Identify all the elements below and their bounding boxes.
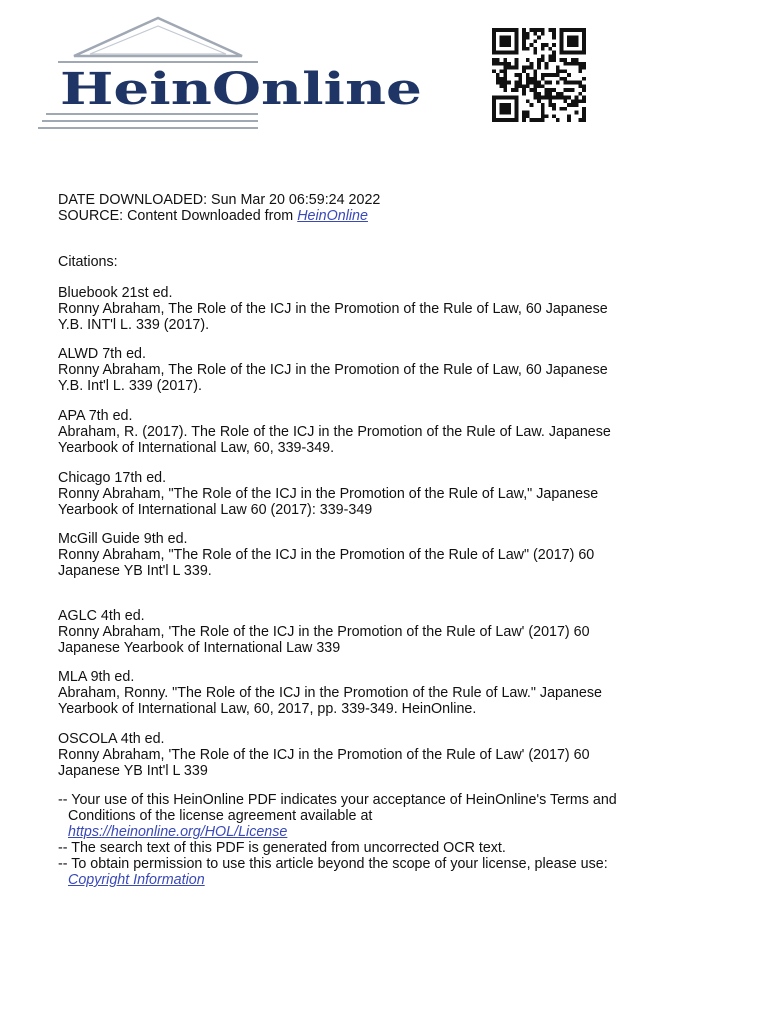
copyright-link[interactable]: Copyright Information <box>68 872 205 888</box>
notice-line: -- To obtain permission to use this article beyond the scope of your license, please use: <box>58 856 608 872</box>
citation-text: Yearbook of International Law, 60, 2017, pp. 339-349. HeinOnline. <box>58 701 477 717</box>
citation-text: Abraham, Ronny. "The Role of the ICJ in the Promotion of the Rule of Law." Japanese <box>58 685 602 701</box>
citation-text: Y.B. INT'l L. 339 (2017). <box>58 317 210 333</box>
citation-style: MLA 9th ed. <box>58 669 135 685</box>
citation-text: Y.B. Int'l L. 339 (2017). <box>58 378 202 394</box>
citation-text: Yearbook of International Law, 60, 339-349. <box>58 440 335 456</box>
citation-text: Ronny Abraham, The Role of the ICJ in the Promotion of the Rule of Law, 60 Japanese <box>58 301 608 317</box>
heinonline-link[interactable]: HeinOnline <box>297 208 368 224</box>
citation-text: Japanese YB Int'l L 339 <box>58 763 208 779</box>
citation-style: McGill Guide 9th ed. <box>58 531 188 547</box>
notice-line: Conditions of the license agreement available at <box>68 808 373 824</box>
source-line <box>58 208 698 224</box>
citation-text: Yearbook of International Law 60 (2017): 339-349 <box>58 502 373 518</box>
date-downloaded: DATE DOWNLOADED: Sun Mar 20 06:59:24 2022 <box>58 192 381 208</box>
citation-text: Ronny Abraham, 'The Role of the ICJ in the Promotion of the Rule of Law' (2017) 60 <box>58 747 590 763</box>
citation-text: Ronny Abraham, "The Role of the ICJ in the Promotion of the Rule of Law" (2017) 60 <box>58 547 595 563</box>
heinonline-logo <box>38 14 428 134</box>
citation-text: Ronny Abraham, 'The Role of the ICJ in the Promotion of the Rule of Law' (2017) 60 <box>58 624 590 640</box>
citation-apa <box>58 408 698 456</box>
citation-text: Japanese YB Int'l L 339. <box>58 563 212 579</box>
notice-line: -- The search text of this PDF is generated from uncorrected OCR text. <box>58 840 506 856</box>
citation-mcgill <box>58 531 698 579</box>
citation-style: AGLC 4th ed. <box>58 608 145 624</box>
notice-line: -- Your use of this HeinOnline PDF indicates your acceptance of HeinOnline's Terms and <box>58 792 617 808</box>
citation-style: ALWD 7th ed. <box>58 346 146 362</box>
license-notice <box>58 792 698 888</box>
citation-oscola <box>58 731 698 779</box>
citation-text: Japanese Yearbook of International Law 339 <box>58 640 341 656</box>
citations-heading: Citations: <box>58 254 118 270</box>
citation-style: APA 7th ed. <box>58 408 133 424</box>
citation-mla <box>58 669 698 717</box>
citation-text: Ronny Abraham, "The Role of the ICJ in the Promotion of the Rule of Law," Japanese <box>58 486 599 502</box>
citation-style: OSCOLA 4th ed. <box>58 731 165 747</box>
source-prefix: SOURCE: Content Downloaded from <box>58 208 294 224</box>
citation-text: Ronny Abraham, The Role of the ICJ in the Promotion of the Rule of Law, 60 Japanese <box>58 362 608 378</box>
citation-alwd <box>58 346 698 394</box>
license-link[interactable]: https://heinonline.org/HOL/License <box>68 824 288 840</box>
citation-bluebook <box>58 285 698 333</box>
citation-style: Bluebook 21st ed. <box>58 285 173 301</box>
citation-text: Abraham, R. (2017). The Role of the ICJ in the Promotion of the Rule of Law. Japanese <box>58 424 611 440</box>
download-info <box>58 192 698 224</box>
logo-wordmark: HeinOnline <box>60 64 422 115</box>
citation-style: Chicago 17th ed. <box>58 470 167 486</box>
citation-chicago <box>58 470 698 518</box>
qr-code <box>487 28 591 122</box>
citation-aglc <box>58 608 698 656</box>
